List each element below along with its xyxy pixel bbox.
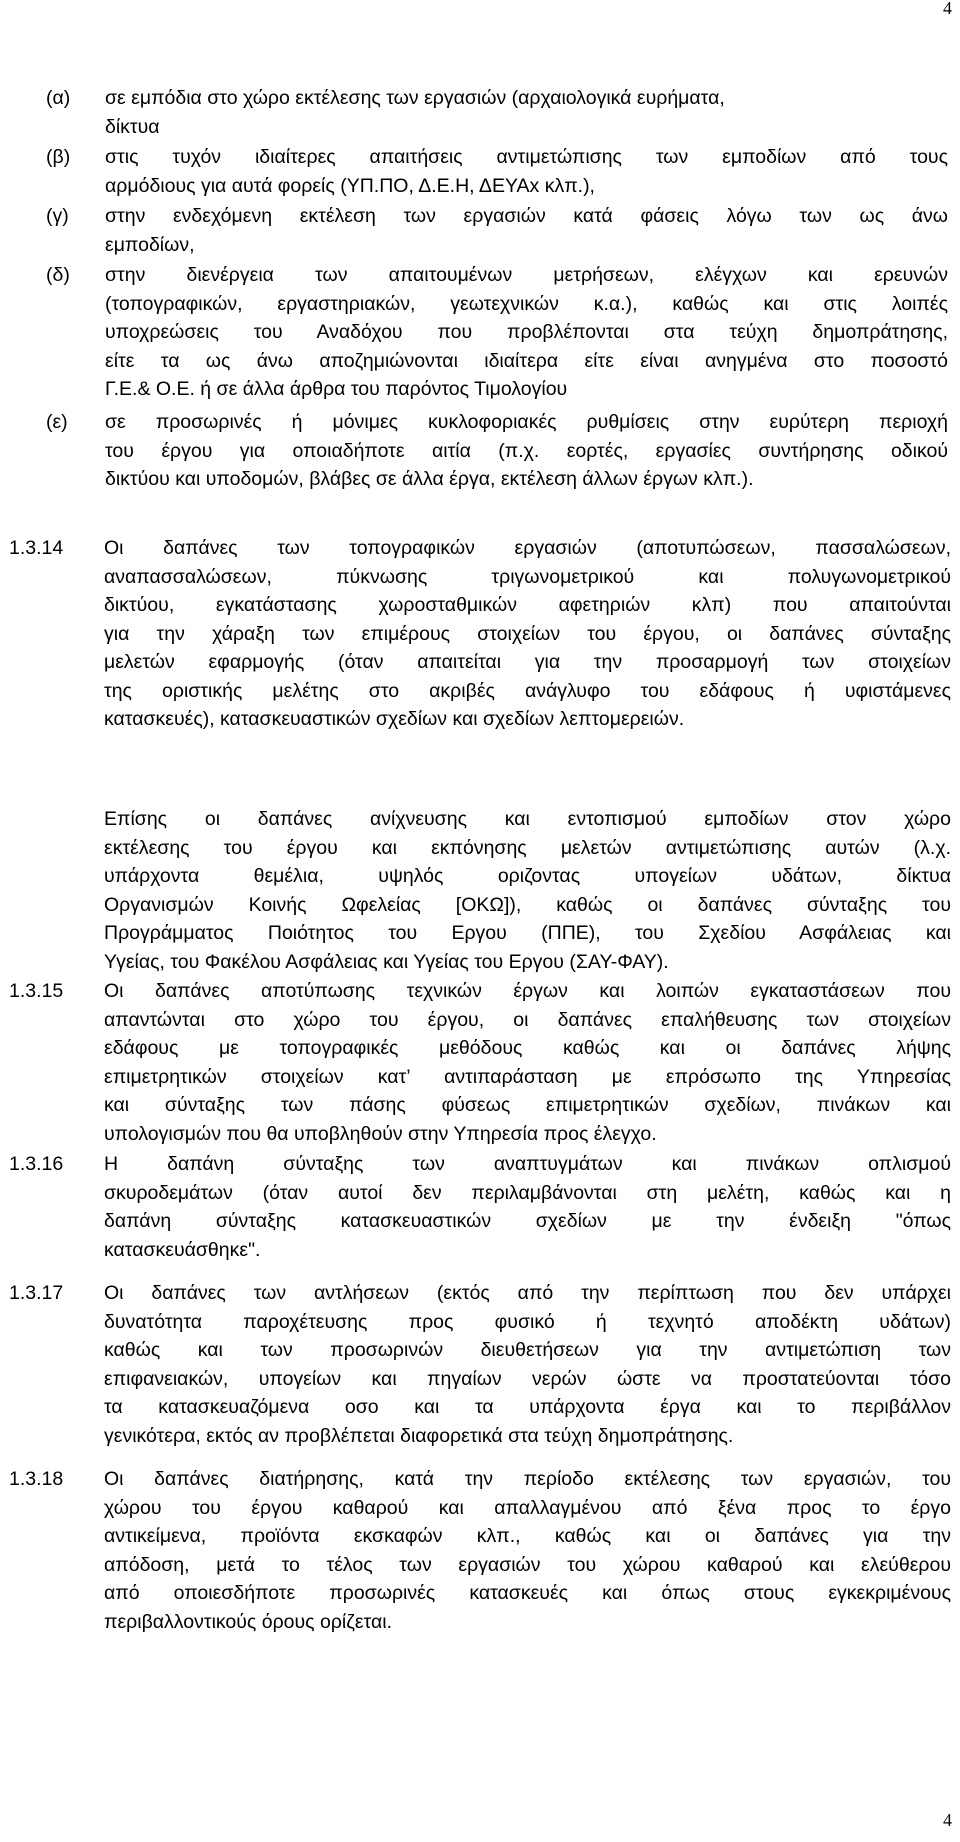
text-line: για την χάραξη των επιμέρους στοιχείων του έργου, οι δαπάνες σύνταξης: [104, 622, 951, 645]
section-1-3-16: [9, 1150, 956, 1266]
text-line: από οποιεσδήποτε προσωρινές κατασκευές και όπως στους εγκεκριμένους: [104, 1582, 951, 1604]
text-line: είτε τα ως άνω αποζημιώνονται ιδιαίτερα είτε είναι ανηγμένα στο ποσοστό: [105, 349, 948, 372]
section-text: [104, 805, 951, 976]
list-item-label: (α): [46, 87, 71, 109]
text-line: της οριστικής μελέτης στο ακριβές ανάγλυφο του εδάφους ή υφιστάμενες: [104, 679, 951, 702]
text-line: εκτέλεσης του έργου και εκπόνησης μελετών αντιμετώπισης αυτών (λ.χ.: [104, 836, 951, 859]
section-number: 1.3.15: [9, 980, 64, 1002]
text-line: γενικότερα, εκτός αν προβλέπεται διαφορετικά στα τεύχη δημοπράτησης.: [104, 1424, 734, 1447]
text-line: απαντώνται στο χώρο του έργου, οι δαπάνες επαλήθευσης των στοιχείων: [104, 1008, 951, 1031]
text-line: Γ.Ε.& Ο.Ε. ή σε άλλα άρθρα του παρόντος Τιμολογίου: [105, 378, 568, 400]
text-line: σκυροδεμάτων (όταν αυτοί δεν περιλαμβάνονται στη μελέτη, καθώς και η: [104, 1181, 951, 1204]
text-line: περιβαλλοντικούς όρους ορίζεται.: [104, 1610, 393, 1633]
page-number-top: 4: [943, 0, 952, 18]
list-item-epsilon: [46, 408, 956, 495]
text-line: εμποδίων,: [105, 233, 195, 256]
text-line: δικτύου και υποδομών, βλάβες σε άλλα έργα, εκτέλεση άλλων έργων κλπ.).: [105, 468, 754, 490]
section-1-3-14: [9, 534, 956, 734]
list-item-label: (β): [46, 146, 71, 168]
list-item-beta: [46, 143, 956, 200]
text-line: δίκτυα: [105, 115, 160, 138]
section-1-3-18: [9, 1465, 956, 1637]
text-line: στην διενέργεια των απαιτουμένων μετρήσεων, ελέγχων και ερευνών: [105, 264, 948, 286]
list-item-gamma: [46, 202, 956, 259]
text-line: στις τυχόν ιδιαίτερες απαιτήσεις αντιμετώπισης των εμποδίων από τους: [105, 146, 948, 168]
list-item-delta: [46, 261, 956, 406]
text-line: Η δαπάνη σύνταξης των αναπτυγμάτων και πινάκων οπλισμού: [104, 1153, 951, 1175]
text-line: υπολογισμών που θα υποβληθούν στην Υπηρεσία προς έλεγχο.: [104, 1122, 657, 1145]
text-line: χώρου του έργου καθαρού και απαλλαγμένου από ξένα προς το έργο: [104, 1496, 951, 1519]
text-line: υπάρχοντα θεμέλια, υψηλός οριζοντας υπογείων υδάτων, δίκτυα: [104, 865, 951, 887]
section-number: 1.3.18: [9, 1468, 64, 1490]
text-line: μελετών εφαρμογής (όταν απαιτείται για την προσαρμογή των στοιχείων: [104, 651, 951, 673]
text-line: και σύνταξης των πάσης φύσεως επιμετρητικών σχεδίων, πινάκων και: [104, 1094, 951, 1116]
text-line: αναπασσαλώσεων, πύκνωσης τριγωνομετρικού και πολυγωνομετρικού: [104, 565, 951, 588]
section-number: 1.3.14: [9, 537, 64, 559]
text-line: Οι δαπάνες των τοπογραφικών εργασιών (αποτυπώσεων, πασσαλώσεων,: [104, 537, 951, 559]
section-text: [104, 1465, 951, 1636]
list-item-text: [105, 84, 948, 141]
text-line: σε προσωρινές ή μόνιμες κυκλοφοριακές ρυθμίσεις στην ευρύτερη περιοχή: [105, 411, 948, 433]
section-text: [104, 977, 951, 1148]
text-line: επιφανειακών, υπογείων και πηγαίων νερών ώστε να προστατεύονται τόσο: [104, 1367, 951, 1390]
text-line: δυνατότητα παροχέτευσης προς φυσικό ή τεχνητό αποδέκτη υδάτων): [104, 1310, 951, 1333]
text-line: υποχρεώσεις του Αναδόχου που προβλέπονται στα τεύχη δημοπράτησης,: [105, 321, 948, 343]
text-line: του έργου για οποιαδήποτε αιτία (π.χ. εορτές, εργασίες συντήρησης οδικού: [105, 439, 948, 462]
section-number: 1.3.17: [9, 1282, 64, 1304]
text-line: εδάφους με τοπογραφικές μεθόδους καθώς και οι δαπάνες λήψης: [104, 1037, 951, 1059]
text-line: απόδοση, μετά το τέλος των εργασιών του χώρου καθαρού και ελεύθερου: [104, 1553, 951, 1576]
list-item-alpha: [46, 84, 956, 141]
text-line: κατασκευάσθηκε".: [104, 1238, 261, 1261]
section-1-3-17: [9, 1279, 956, 1451]
text-line: αντικείμενα, προϊόντα εκσκαφών κλπ., καθώς και οι δαπάνες για την: [104, 1525, 951, 1547]
text-line: στην ενδεχόμενη εκτέλεση των εργασιών κατά φάσεις λόγω των ως άνω: [105, 205, 948, 227]
text-line: Επίσης οι δαπάνες ανίχνευσης και εντοπισμού εμποδίων στον χώρο: [104, 808, 951, 830]
text-line: (τοπογραφικών, εργαστηριακών, γεωτεχνικών κ.α.), καθώς και στις λοιπές: [105, 292, 948, 315]
list-item-text: [105, 202, 948, 259]
text-line: Οι δαπάνες αποτύπωσης τεχνικών έργων και λοιπών εγκαταστάσεων που: [104, 980, 951, 1002]
text-line: δικτύου, εγκατάστασης χωροσταθμικών αφετηριών κλπ) που απαιτούνται: [104, 594, 951, 616]
section-1-3-15: [9, 977, 956, 1149]
section-text: [104, 1279, 951, 1450]
section-number: 1.3.16: [9, 1153, 64, 1175]
list-item-text: [105, 143, 948, 200]
text-line: κατασκευές), κατασκευαστικών σχεδίων και σχεδίων λεπτομερειών.: [104, 708, 685, 730]
text-line: Οι δαπάνες των αντλήσεων (εκτός από την περίπτωση που δεν υπάρχει: [104, 1282, 951, 1304]
page-number-bottom: 4: [943, 1810, 952, 1830]
list-item-text: [105, 261, 948, 404]
section-text: [104, 534, 951, 734]
list-item-text: [105, 408, 948, 494]
section-text: [104, 1150, 951, 1264]
text-line: καθώς και των προσωρινών διευθετήσεων για την αντιμετώπιση των: [104, 1339, 951, 1361]
text-line: Οργανισμών Κοινής Ωφελείας [ΟΚΩ]), καθώς οι δαπάνες σύνταξης του: [104, 893, 951, 916]
text-line: σε εμπόδια στο χώρο εκτέλεσης των εργασιών (αρχαιολογικά ευρήματα,: [105, 87, 725, 109]
list-item-label: (γ): [46, 205, 69, 227]
section-1-3-14-continuation: [9, 805, 956, 977]
text-line: Οι δαπάνες διατήρησης, κατά την περίοδο εκτέλεσης των εργασιών, του: [104, 1468, 951, 1490]
text-line: αρμόδιους για αυτά φορείς (ΥΠ.ΠΟ, Δ.Ε.Η, ΔΕΥΑx κλπ.),: [105, 174, 595, 197]
list-item-label: (δ): [46, 264, 70, 286]
text-line: επιμετρητικών στοιχείων κατ’ αντιπαράσταση με επρόσωπο της Υπηρεσίας: [104, 1065, 951, 1088]
list-item-label: (ε): [46, 411, 68, 433]
text-line: τα κατασκευαζόμενα οσο και τα υπάρχοντα έργα και το περιβάλλον: [104, 1396, 951, 1418]
text-line: Υγείας, του Φακέλου Ασφάλειας και Υγείας του Εργου (ΣΑΥ-ΦΑΥ).: [104, 950, 669, 973]
text-line: Προγράμματος Ποιότητος του Εργου (ΠΠΕ), του Σχεδίου Ασφάλειας και: [104, 922, 951, 944]
text-line: δαπάνη σύνταξης κατασκευαστικών σχεδίων με την ένδειξη "όπως: [104, 1210, 951, 1232]
